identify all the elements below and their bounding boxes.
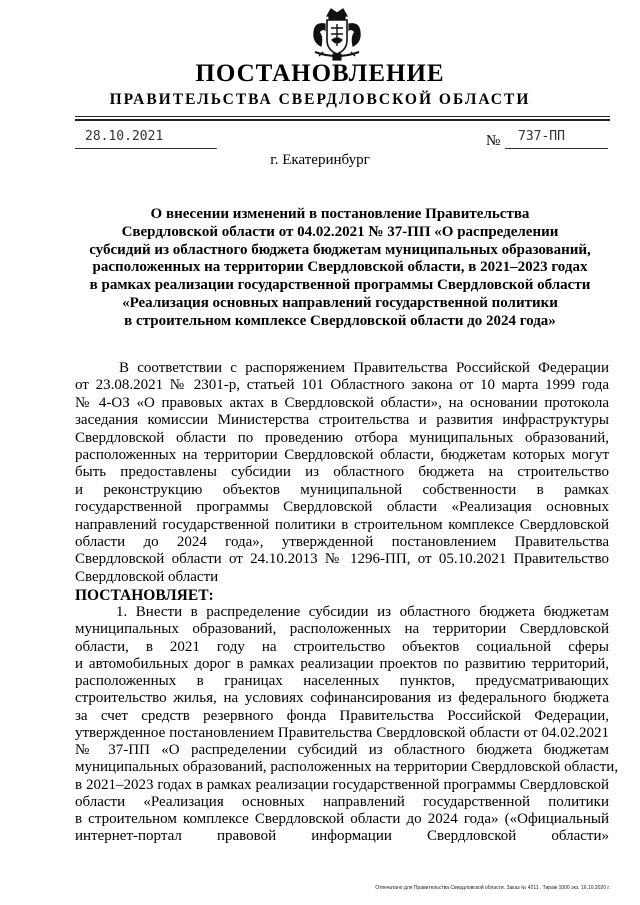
preamble-line: Свердловской области по проведению отбора муниципальных образований, <box>75 429 609 446</box>
preamble-line: Свердловской области <box>75 568 219 585</box>
header-divider <box>75 116 610 117</box>
preamble-line: направлений государственной политики в строительном комплексе Свердловской <box>75 516 609 533</box>
preamble-line: Свердловской области от 24.10.2013 № 1296-ПП, от 05.10.2021 Правительство <box>75 551 609 568</box>
title-line: расположенных на территории Свердловской области, в 2021–2023 годах <box>92 259 588 276</box>
document-number: 737-ПП <box>518 129 565 144</box>
title-line: в строительном комплексе Свердловской области до 2024 года» <box>124 312 556 329</box>
preamble-line: заседания комиссии Министерства строительства и развития инфраструктуры <box>75 412 609 429</box>
title-line: субсидий из областного бюджета бюджетам муниципальных образований, <box>89 241 591 258</box>
item-1-line: в 2021–2023 годах в рамках реализации государственной программы Свердловской <box>75 776 609 793</box>
number-sign: № <box>486 133 501 149</box>
header-divider-thick <box>75 119 610 121</box>
item-1-line: 1. Внести в распределение субсидии из областного бюджета бюджетам <box>116 604 609 620</box>
decree-word: ПОСТАНОВЛЯЕТ: <box>75 587 214 604</box>
item-1-paragraph <box>75 604 619 846</box>
item-1-line: утвержденное постановлением Правительства Свердловской области от 04.02.2021 <box>75 724 609 741</box>
date-underline <box>75 148 217 149</box>
preamble-line: № 4-ОЗ «О правовых актах в Свердловской области», на основании протокола <box>75 394 609 411</box>
preamble-line: В соответствии с распоряжением Правительства Российской Федерации <box>119 360 609 376</box>
coat-of-arms-icon <box>305 6 369 62</box>
issuer-heading: ПРАВИТЕЛЬСТВА СВЕРДЛОВСКОЙ ОБЛАСТИ <box>109 91 531 108</box>
item-1-line: за счет средств резервного фонда Правительства Российской Федерации, <box>75 707 609 724</box>
print-footer: Отпечатано для Правительства Свердловской области. Заказ № 4211 . Тираж 1000 экз. 16.10.2020 г. <box>375 885 610 891</box>
title-line: «Реализация основных направлений государственной политики <box>122 294 558 311</box>
preamble-line: расположенных на территории Свердловской области, бюджетам которых могут <box>75 446 609 463</box>
preamble-line: быть предоставлены субсидии из областного бюджета на строительство <box>75 464 609 481</box>
preamble-line: государственной программы Свердловской области «Реализация основных <box>75 499 609 516</box>
title-line: Свердловской области от 04.02.2021 № 37-ПП «О распределении <box>121 223 559 240</box>
preamble-line: и реконструкцию объектов муниципальной собственности в рамках <box>75 481 609 498</box>
item-1-line: муниципальных образований, расположенных на территории Свердловской <box>75 621 609 638</box>
number-underline <box>505 148 608 149</box>
item-1-line: интернет-портал правовой информации Свердловской области» <box>75 828 609 845</box>
preamble-line: от 23.08.2021 № 2301-р, статьей 101 Областного закона от 10 марта 1999 года <box>75 377 609 394</box>
document-date: 28.10.2021 <box>85 129 164 144</box>
item-1-line: и автомобильных дорог в рамках реализации проектов по развитию территорий, <box>75 655 609 672</box>
document-type-heading: ПОСТАНОВЛЕНИЕ <box>195 60 445 87</box>
item-1-line: области «Реализация основных направлений государственной политики <box>75 793 609 810</box>
item-1-line: муниципальных образований, расположенных на территории Свердловской области, <box>75 759 619 776</box>
item-1-line: № 37-ПП «О распределении субсидий из областного бюджета бюджетам <box>75 742 609 758</box>
title-line: в рамках реализации государственной программы Свердловской области <box>89 277 591 294</box>
preamble-paragraph <box>75 360 609 586</box>
item-1-line: расположенных в границах населенных пунктов, предусматривающих <box>75 673 609 689</box>
city-label: г. Екатеринбург <box>270 152 370 168</box>
document-title <box>70 206 610 331</box>
title-line: О внесении изменений в постановление Правительства <box>150 206 530 222</box>
item-1-line: в строительном комплексе Свердловской области до 2024 года» («Официальный <box>75 811 609 827</box>
item-1-line: области, в 2021 году на строительство объектов социальной сферы <box>75 638 609 655</box>
item-1-line: строительство жилья, на условиях софинансирования из федерального бюджета <box>75 690 609 707</box>
preamble-line: области до 2024 года», утвержденной постановлением Правительства <box>75 533 609 550</box>
